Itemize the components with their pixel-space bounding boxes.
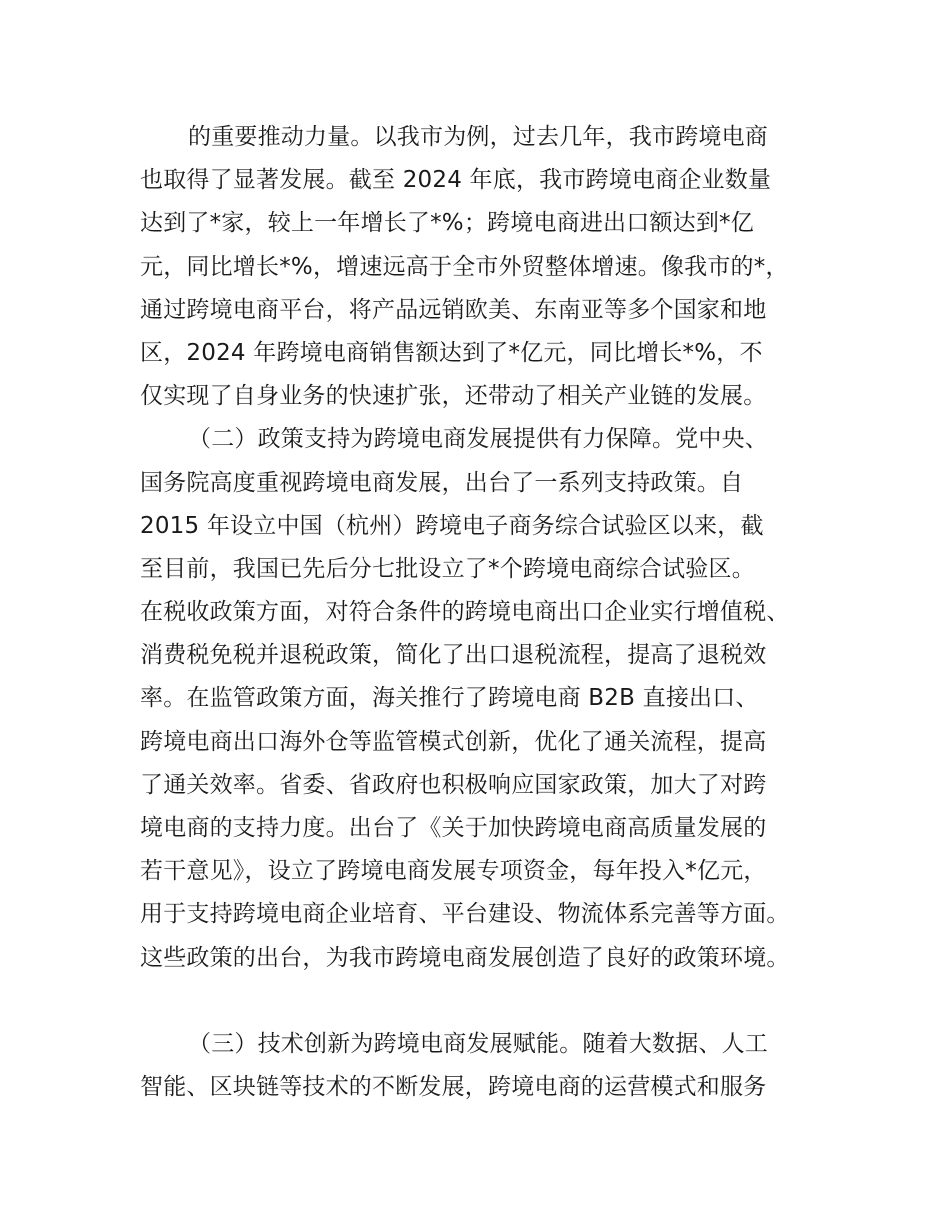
paragraph-line: 的重要推动力量。以我市为例，过去几年，我市跨境电商 [188, 124, 768, 150]
paragraph-2 [140, 418, 840, 1023]
paragraph-1 [140, 116, 840, 418]
paragraph-line: 境电商的支持力度。出台了《关于加快跨境电商高质量发展的 [140, 815, 767, 841]
paragraph-line: 区，2024 年跨境电商销售额达到了*亿元，同比增长*%，不 [140, 339, 763, 366]
paragraph-line [140, 980, 840, 1023]
paragraph-line: （三）技术创新为跨境电商发展赋能。随着大数据、人工 [188, 1030, 768, 1057]
paragraph-line: 2015 年设立中国（杭州）跨境电子商务综合试验区以来，截 [140, 512, 764, 539]
paragraph-line: 国务院高度重视跨境电商发展，出台了一系列支持政策。自 [140, 469, 744, 496]
paragraph-line: 元，同比增长*%，增速远高于全市外贸整体增速。像我市的*， [140, 253, 789, 280]
paragraph-line: 至目前，我国已先后分七批设立了*个跨境电商综合试验区。 [140, 555, 755, 582]
paragraph-line: 消费税免税并退税政策，简化了出口退税流程，提高了退税效 [140, 642, 767, 669]
paragraph-line: 率。在监管政策方面，海关推行了跨境电商 B2B 直接出口、 [140, 685, 759, 712]
paragraph-3 [140, 1023, 840, 1109]
paragraph-line: 也取得了显著发展。截至 2024 年底，我市跨境电商企业数量 [140, 167, 772, 194]
paragraph-line: 这些政策的出台，为我市跨境电商发展创造了良好的政策环境。 [140, 944, 790, 971]
paragraph-line: 在税收政策方面，对符合条件的跨境电商出口企业实行增值税、 [140, 599, 790, 626]
document-body [140, 116, 840, 1109]
paragraph-line: 仅实现了自身业务的快速扩张，还带动了相关产业链的发展。 [140, 383, 767, 410]
paragraph-line: 若干意见》，设立了跨境电商发展专项资金，每年投入*亿元， [140, 858, 767, 885]
paragraph-line: 达到了*家，较上一年增长了*%；跨境电商进出口额达到*亿 [140, 210, 754, 237]
paragraph-line: 智能、区块链等技术的不断发展，跨境电商的运营模式和服务 [140, 1074, 767, 1101]
paragraph-line: 通过跨境电商平台，将产品远销欧美、东南亚等多个国家和地 [140, 296, 767, 323]
paragraph-line: 了通关效率。省委、省政府也积极响应国家政策，加大了对跨 [140, 771, 767, 798]
paragraph-line: （二）政策支持为跨境电商发展提供有力保障。党中央、 [188, 426, 768, 453]
paragraph-line: 用于支持跨境电商企业培育、平台建设、物流体系完善等方面。 [140, 901, 790, 928]
paragraph-line: 跨境电商出口海外仓等监管模式创新，优化了通关流程，提高 [140, 728, 767, 755]
